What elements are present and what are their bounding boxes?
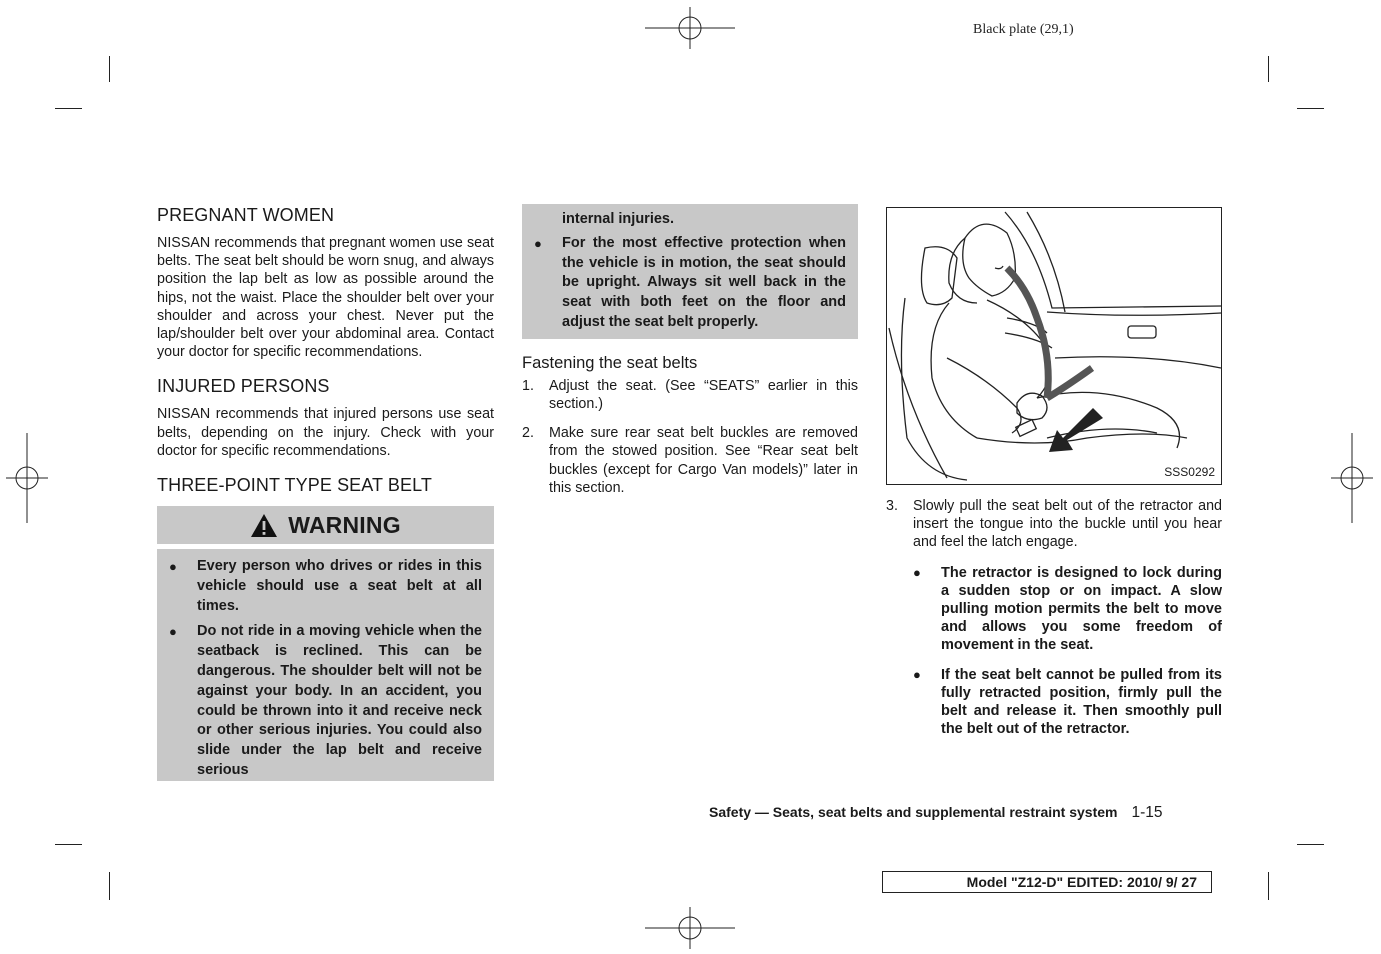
warning-box — [157, 549, 494, 781]
registration-mark-bottom — [645, 907, 735, 949]
column-1 — [157, 204, 494, 781]
bullet-icon: ● — [913, 666, 921, 682]
warning-item: ● Every person who drives or rides in this vehicle should use a seat belt at all times. — [169, 557, 482, 616]
warning-header — [157, 506, 494, 544]
bullet-icon: ● — [169, 559, 177, 575]
page-footer — [709, 804, 1163, 822]
warning-box-continued — [522, 204, 858, 339]
note-item: ● The retractor is designed to lock during a sudden stop or on impact. A slow pulling motion permits the belt to move and allows you some freedom of movement in the seat. — [913, 564, 1222, 654]
heading-fastening: Fastening the seat belts — [522, 353, 698, 372]
bullet-icon: ● — [169, 624, 177, 640]
bullet-icon: ● — [913, 564, 921, 580]
warning-continuation: internal injuries. — [562, 211, 674, 227]
registration-mark-top — [645, 7, 735, 49]
heading-pregnant-women: PREGNANT WOMEN — [157, 205, 335, 225]
warning-triangle-icon — [250, 513, 278, 538]
registration-mark-right — [1331, 433, 1373, 523]
step-3-notes — [913, 564, 1222, 739]
bullet-icon: ● — [534, 235, 542, 251]
warning-item: ● Do not ride in a moving vehicle when the seatback is reclined. This can be dangerous. The shoulder belt will not be against your body. In an accident, you could be thrown into it and receive neck or other serious injuries. You could also slide under the lap belt and receive serious — [169, 622, 482, 780]
heading-three-point-belt: THREE-POINT TYPE SEAT BELT — [157, 475, 432, 496]
warning-title: WARNING — [288, 511, 401, 538]
page-number: 1-15 — [1131, 804, 1163, 821]
paragraph-pregnant-women: NISSAN recommends that pregnant women use seat belts. The seat belt should be worn snug, and always position the lap belt as low as possible around the hips, not the waist. Place the shoulder belt over your shoulder and across your chest. Never put the lap/shoulder belt over your abdominal area. Contact your doctor for specific recommendations. — [157, 235, 494, 361]
heading-injured-persons: INJURED PERSONS — [157, 376, 330, 397]
paragraph-injured-persons: NISSAN recommends that injured persons use seat belts, depending on the injury. Check with your doctor for specific recommendations. — [157, 406, 494, 459]
note-item: ● If the seat belt cannot be pulled from its fully retracted position, firmly pull the belt and release it. Then smoothly pull the belt out of the retractor. — [913, 666, 1222, 738]
plate-label: Black plate (29,1) — [973, 22, 1074, 37]
footer-section-title: Safety — Seats, seat belts and supplemental restraint system — [709, 804, 1118, 820]
step-item: 2. Make sure rear seat belt buckles are removed from the stowed position. See “Rear seat belt buckles (except for Cargo Van models)” later in this section. — [522, 425, 858, 496]
person-fastening-belt-illustration — [887, 208, 1221, 484]
warning-item: ● For the most effective protection when the vehicle is in motion, the seat should be upright. Always sit well back in the seat with both feet on the floor and adjust the seat belt properly. — [534, 234, 846, 333]
step-item: 3. Slowly pull the seat belt out of the retractor and insert the tongue into the buckle until you hear and feel the latch engage. — [886, 498, 1222, 551]
column-3 — [886, 207, 1222, 744]
step-item: 1. Adjust the seat. (See “SEATS” earlier in this section.) — [522, 377, 858, 412]
seat-belt-illustration — [886, 207, 1222, 485]
figure-caption: SSS0292 — [1164, 464, 1215, 479]
model-edited-box: Model "Z12-D" EDITED: 2010/ 9/ 27 — [882, 871, 1212, 893]
column-2 — [522, 204, 858, 508]
registration-mark-left — [6, 433, 48, 523]
